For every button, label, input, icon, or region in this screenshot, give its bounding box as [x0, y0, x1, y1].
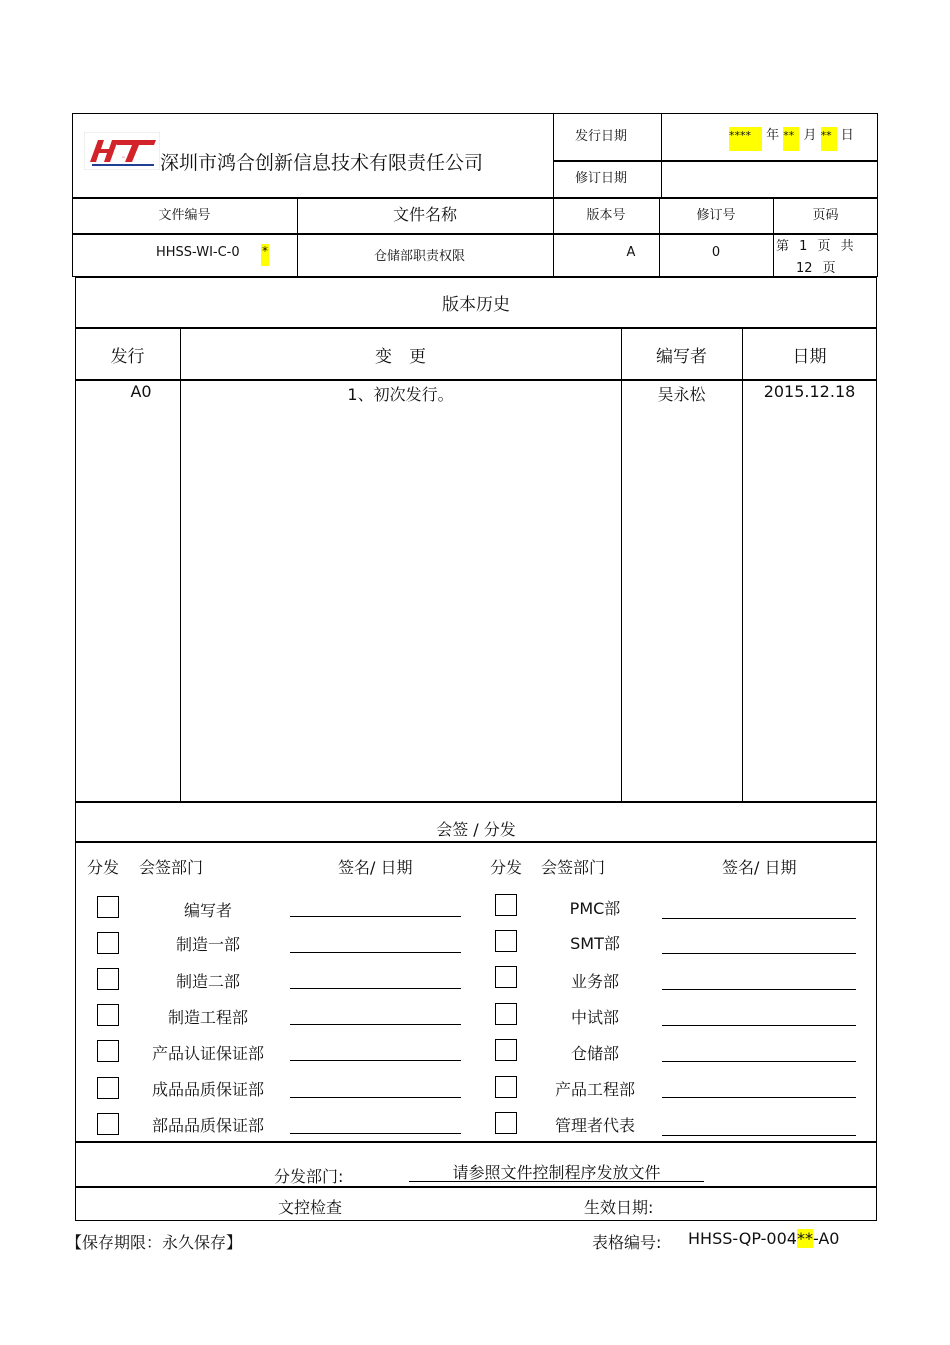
signature-line[interactable] — [290, 1133, 461, 1134]
checkbox-right-3[interactable] — [495, 1003, 517, 1025]
signature-line[interactable] — [290, 988, 461, 989]
right-col-dist: 分发 — [490, 858, 523, 877]
doc-no: HHSS-WI-C-0 — [156, 245, 240, 260]
issue-day: ** — [821, 127, 837, 151]
distribution-value: 请参照文件控制程序发放文件 — [409, 1164, 704, 1182]
left-col-sign: 签名/ 日期 — [338, 858, 413, 877]
checkbox-left-3[interactable] — [97, 1004, 119, 1026]
checkbox-left-4[interactable] — [97, 1040, 119, 1062]
checkbox-right-4[interactable] — [495, 1039, 517, 1061]
signature-line[interactable] — [662, 1135, 856, 1136]
col-doc-no: 文件编号 — [158, 208, 211, 223]
company-logo — [84, 132, 160, 170]
doc-name: 仓储部职责权限 — [373, 249, 465, 264]
dept-right-3: 中试部 — [570, 1008, 619, 1027]
dept-right-6: 管理者代表 — [554, 1116, 635, 1135]
col-page: 页码 — [812, 208, 839, 223]
history-col-author: 编写者 — [656, 347, 707, 367]
checkbox-left-1[interactable] — [97, 932, 119, 954]
right-col-sign: 签名/ 日期 — [722, 858, 797, 877]
checkbox-right-6[interactable] — [495, 1112, 517, 1134]
dept-left-4: 产品认证保证部 — [151, 1044, 264, 1063]
version-value: A — [626, 245, 636, 260]
dept-left-3: 制造工程部 — [167, 1008, 248, 1027]
left-col-dept: 会签部门 — [139, 858, 204, 877]
distribution-label: 分发部门: — [274, 1167, 344, 1186]
revise-date-label: 修订日期 — [575, 171, 628, 186]
issue-month: ** — [783, 127, 799, 151]
countersign-title: 会签 / 分发 — [436, 820, 516, 839]
signature-line[interactable] — [662, 1097, 856, 1098]
revision-value: 0 — [711, 245, 721, 260]
page-info-line2: 12 页 — [796, 261, 836, 276]
signature-line[interactable] — [662, 1025, 856, 1026]
dept-right-5: 产品工程部 — [554, 1080, 635, 1099]
signature-line[interactable] — [662, 1061, 856, 1062]
right-col-dept: 会签部门 — [541, 858, 606, 877]
history-row-date: 2015.12.18 — [763, 382, 856, 401]
checkbox-left-2[interactable] — [97, 968, 119, 990]
dept-left-2: 制造二部 — [175, 972, 240, 991]
history-row-change: 1、初次发行。 — [347, 385, 454, 404]
dept-right-1: SMT部 — [570, 934, 620, 953]
history-col-change: 变 更 — [375, 347, 426, 367]
issue-year: **** — [729, 127, 762, 151]
checkbox-right-5[interactable] — [495, 1076, 517, 1098]
svg-text:HT: HT — [122, 157, 125, 159]
form-number: HHSS-QP-004**-A0 — [688, 1229, 840, 1248]
dept-right-4: 仓储部 — [570, 1044, 619, 1063]
issue-date-label: 发行日期 — [575, 129, 628, 144]
effective-date-label: 生效日期: — [584, 1198, 654, 1217]
dept-left-0: 编写者 — [183, 901, 232, 920]
signature-line[interactable] — [290, 1097, 461, 1098]
checkbox-right-0[interactable] — [495, 894, 517, 916]
control-check-label: 文控检查 — [278, 1198, 343, 1217]
checkbox-right-1[interactable] — [495, 930, 517, 952]
dept-left-1: 制造一部 — [175, 935, 240, 954]
signature-line[interactable] — [662, 953, 856, 954]
doc-no-mark: * — [261, 244, 269, 266]
signature-line[interactable] — [290, 952, 461, 953]
col-doc-name: 文件名称 — [392, 205, 457, 224]
signature-line[interactable] — [290, 1024, 461, 1025]
header-divider — [72, 197, 878, 199]
history-col-issue: 发行 — [110, 347, 145, 367]
dept-left-6: 部品品质保证部 — [151, 1116, 264, 1135]
signature-line[interactable] — [662, 918, 856, 919]
checkbox-left-5[interactable] — [97, 1077, 119, 1099]
left-col-dist: 分发 — [87, 858, 120, 877]
company-name: 深圳市鸿合创新信息技术有限责任公司 — [160, 152, 484, 174]
dept-right-0: PMC部 — [569, 899, 621, 918]
checkbox-right-2[interactable] — [495, 966, 517, 988]
col-revision: 修订号 — [696, 208, 736, 223]
form-no-label: 表格编号: — [592, 1233, 662, 1252]
dept-right-2: 业务部 — [570, 972, 619, 991]
history-title: 版本历史 — [442, 295, 510, 315]
dept-left-5: 成品品质保证部 — [151, 1080, 264, 1099]
issue-date: **** 年 ** 月 ** 日 — [729, 124, 854, 148]
col-version: 版本号 — [586, 208, 626, 223]
signature-line[interactable] — [290, 1060, 461, 1061]
checkbox-left-0[interactable] — [97, 896, 119, 918]
signature-line[interactable] — [290, 916, 461, 917]
history-col-date: 日期 — [792, 347, 827, 367]
signature-line[interactable] — [662, 989, 856, 990]
checkbox-left-6[interactable] — [97, 1113, 119, 1135]
page-info-line1: 第 1 页 共 — [776, 239, 854, 254]
history-row-issue: A0 — [130, 382, 152, 401]
retention-note: 【保存期限：永久保存】 — [66, 1233, 243, 1252]
history-row-author: 吴永松 — [657, 385, 706, 404]
